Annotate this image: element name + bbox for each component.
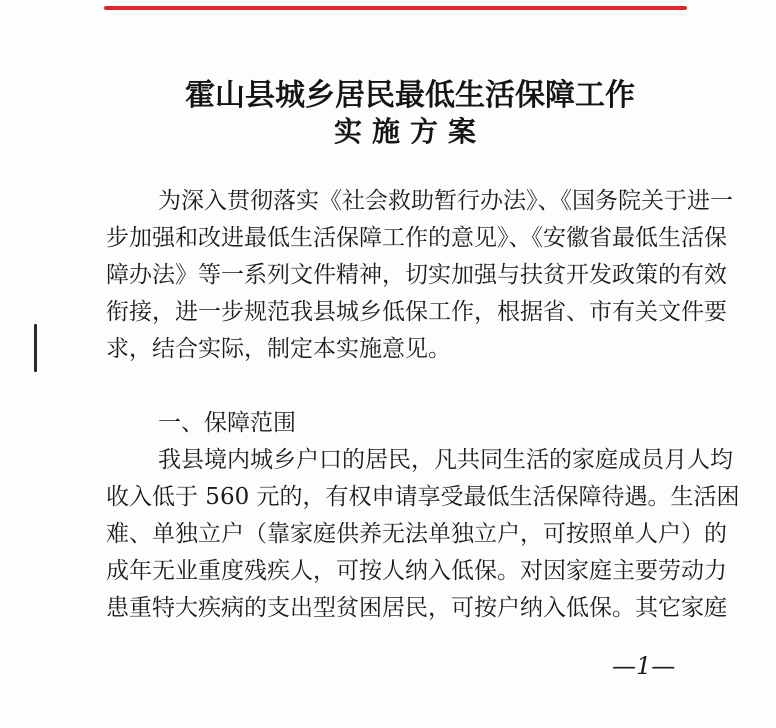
body-line-2: 步加强和改进最低生活保障工作的意见》、《安徽省最低生活保 <box>106 225 727 251</box>
page-number: —1— <box>612 652 676 680</box>
body-line-9: 难、单独立户（靠家庭供养无法单独立户，可按照单人户）的 <box>106 521 727 547</box>
body-line-8: 收入低于 560 元的，有权申请享受最低生活保障待遇。生活困 <box>106 484 740 510</box>
body-line-1: 为深入贯彻落实《社会救助暂行办法》、《国务院关于进一 <box>158 188 733 214</box>
body-line-7: 我县境内城乡户口的居民，凡共同生活的家庭成员月人均 <box>158 447 733 473</box>
document-title-line1: 霍山县城乡居民最低生活保障工作 <box>185 78 635 113</box>
body-line-11: 患重特大疾病的支出型贫困居民，可按户纳入低保。其它家庭 <box>106 595 727 621</box>
body-line-5: 求，结合实际，制定本实施意见。 <box>106 336 451 362</box>
red-header-rule <box>104 6 687 10</box>
body-line-10: 成年无业重度残疾人，可按人纳入低保。对因家庭主要劳动力 <box>106 558 727 584</box>
document-title-line2: 实施方案 <box>333 115 486 148</box>
section-heading-1: 一、保障范围 <box>158 410 296 436</box>
body-line-4: 衔接，进一步规范我县城乡低保工作，根据省、市有关文件要 <box>106 299 727 325</box>
binding-mark <box>34 324 37 372</box>
body-line-3: 障办法》等一系列文件精神，切实加强与扶贫开发政策的有效 <box>106 262 727 288</box>
